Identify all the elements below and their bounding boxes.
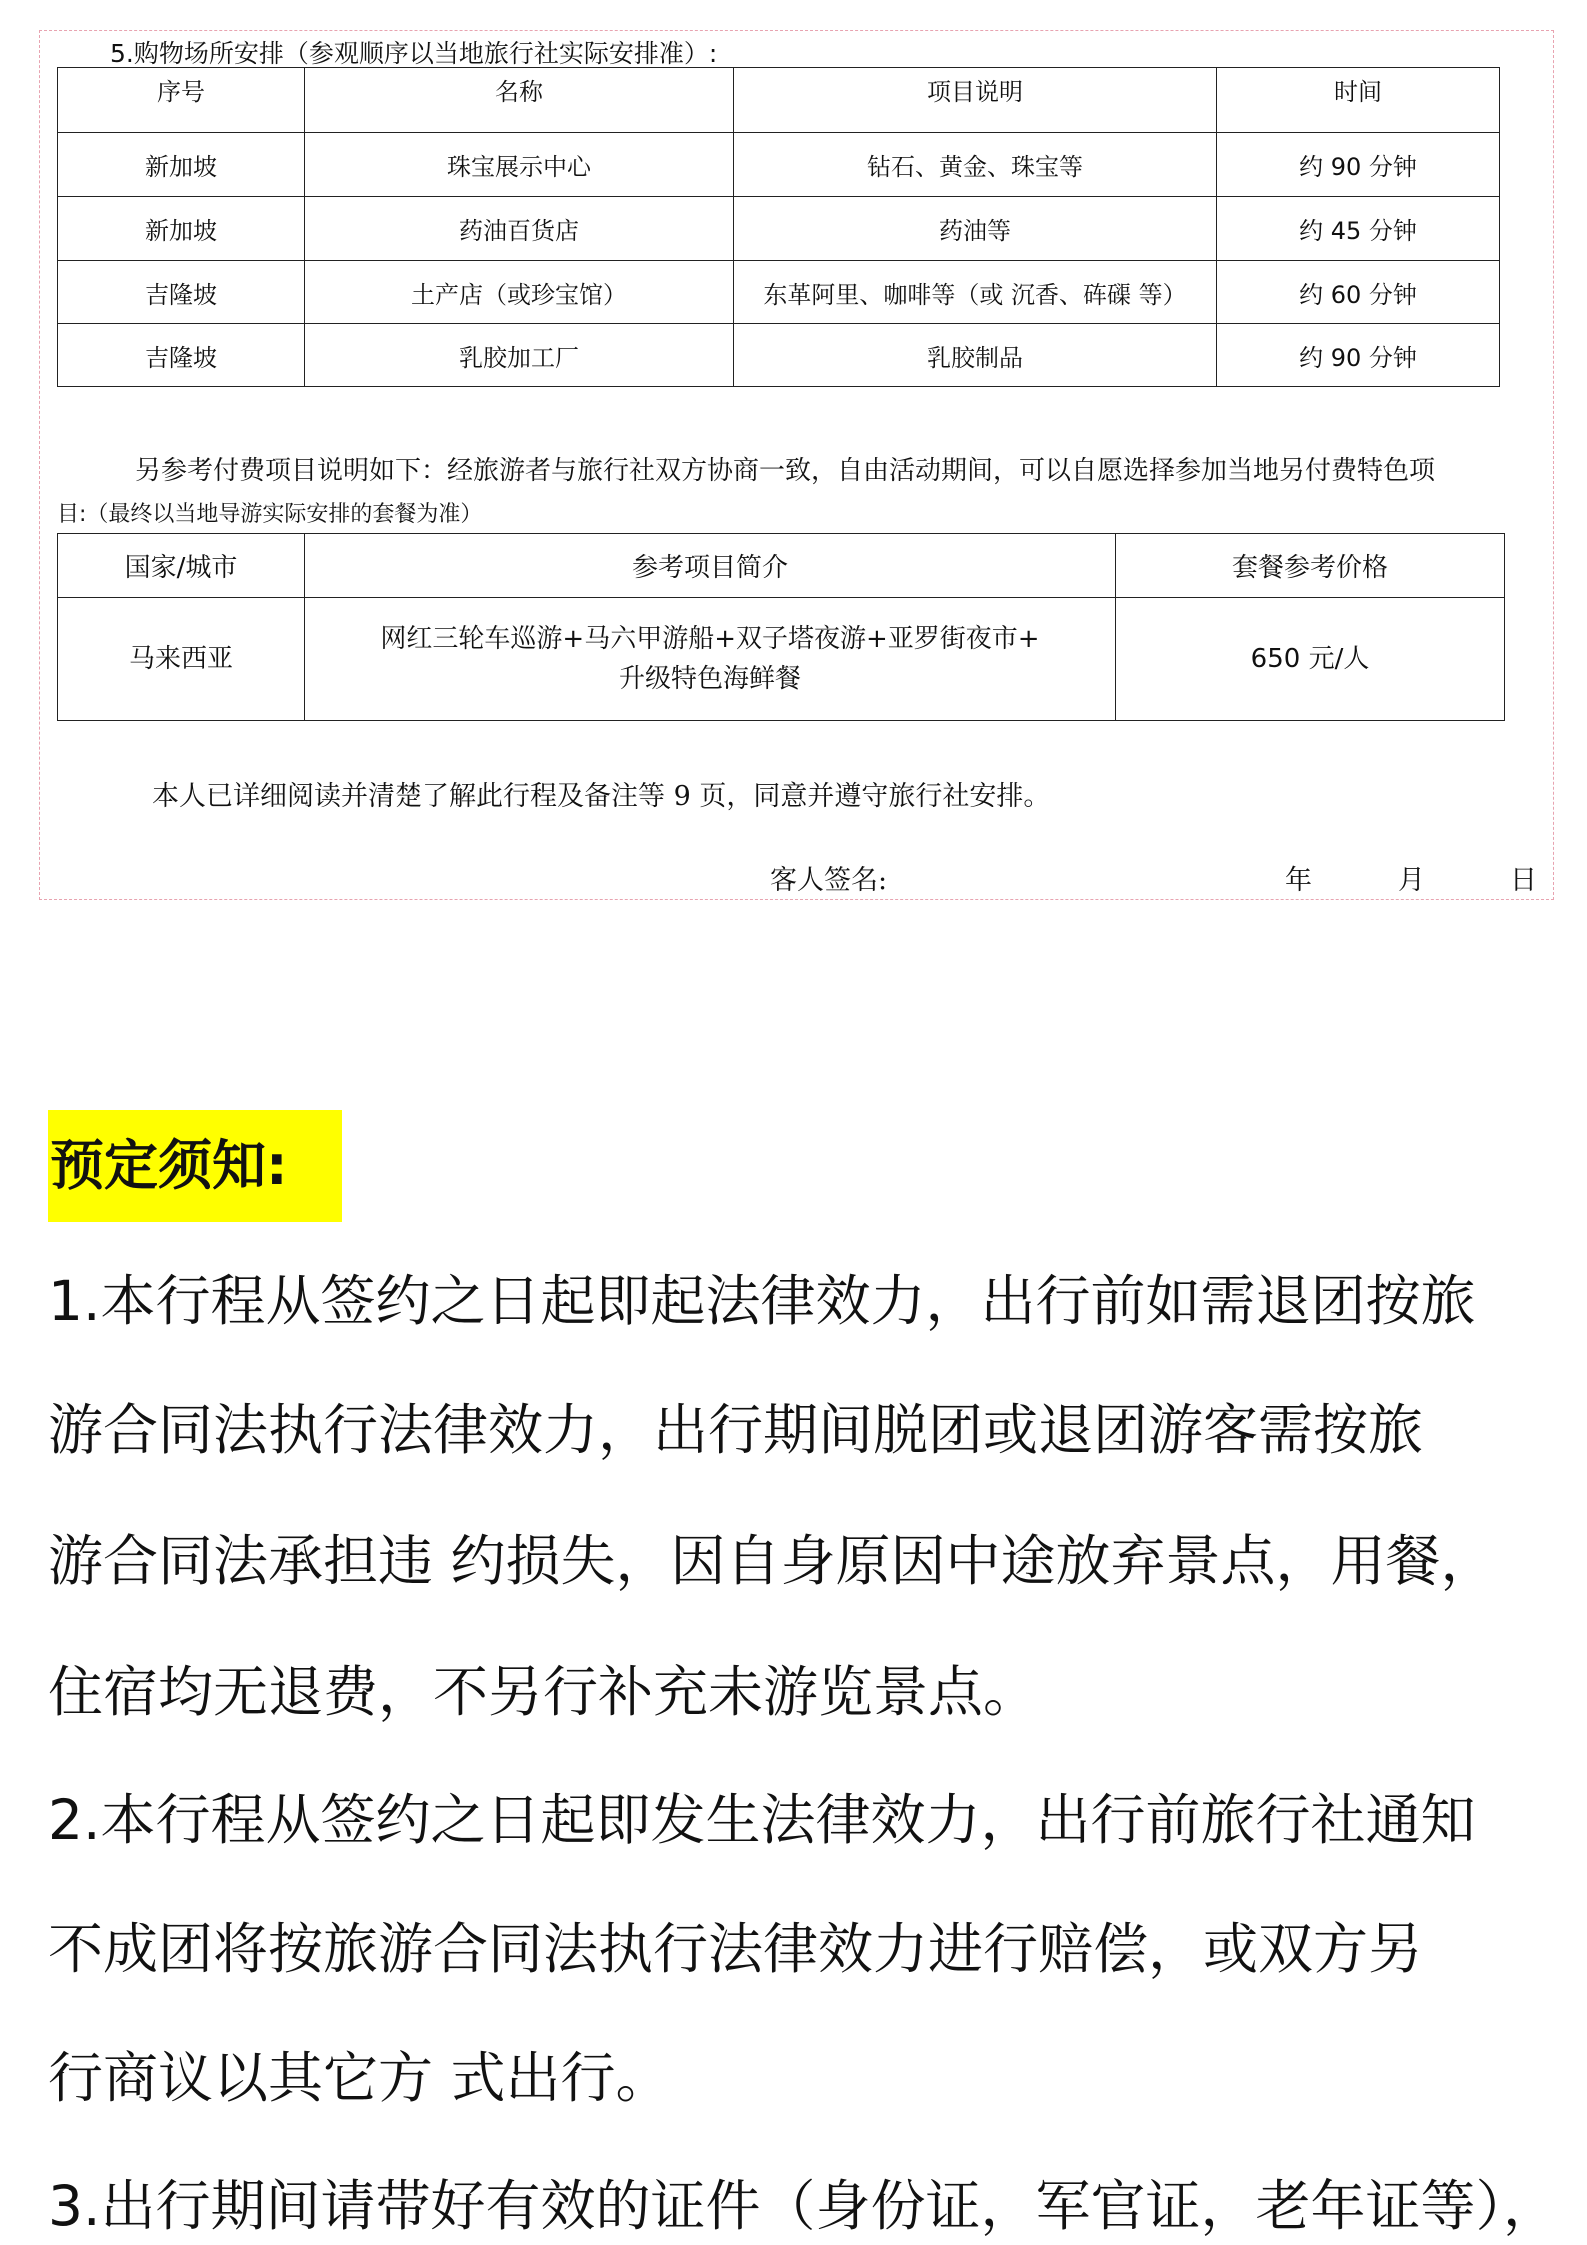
cell-location: 新加坡: [58, 133, 305, 197]
date-month-label: 月: [1398, 865, 1425, 896]
notice-line: 游合同法执行法律效力，出行期间脱团或退团游客需按旅: [48, 1398, 1424, 1462]
cell-name: 珠宝展示中心: [305, 133, 734, 197]
notice-line: 3.出行期间请带好有效的证件（身份证，军官证，老年证等），: [48, 2174, 1558, 2238]
cell-time: 约 60 分钟: [1217, 261, 1500, 324]
cell-desc: 药油等: [734, 197, 1217, 261]
cell-time: 约 90 分钟: [1217, 133, 1500, 197]
notice-line: 1.本行程从签约之日起即起法律效力，出行前如需退团按旅: [48, 1269, 1476, 1333]
cell-desc: 东革阿里、咖啡等（或 沉香、砗磲 等）: [734, 261, 1217, 324]
cell-time: 约 45 分钟: [1217, 197, 1500, 261]
shopping-heading: 5.购物场所安排（参观顺序以当地旅行社实际安排准）:: [110, 39, 718, 68]
table-row: [58, 598, 1505, 721]
desc-line: 升级特色海鲜餐: [618, 664, 801, 694]
cell-name: 土产店（或珍宝馆）: [305, 261, 734, 324]
booking-notice-heading: 预定须知:: [48, 1110, 342, 1222]
date-year-label: 年: [1285, 865, 1312, 896]
table-header-row: [58, 68, 1500, 133]
notice-line: 2.本行程从签约之日起即发生法律效力，出行前旅行社通知: [48, 1788, 1476, 1852]
date-day-label: 日: [1510, 865, 1537, 896]
cell-desc: [305, 598, 1116, 721]
cell-country: 马来西亚: [58, 598, 305, 721]
signature-label: 客人签名:: [770, 865, 888, 896]
header-cell: 国家/城市: [58, 534, 305, 598]
cell-time: 约 90 分钟: [1217, 324, 1500, 387]
header-cell: 序号: [58, 68, 305, 133]
cell-location: 新加坡: [58, 197, 305, 261]
header-cell: 时间: [1217, 68, 1500, 133]
header-cell: 名称: [305, 68, 734, 133]
notice-line: 游合同法承担违 约损失，因自身原因中途放弃景点，用餐，: [48, 1529, 1496, 1593]
header-cell: 参考项目简介: [305, 534, 1116, 598]
cell-name: 乳胶加工厂: [305, 324, 734, 387]
notice-line: 行商议以其它方 式出行。: [48, 2046, 671, 2110]
header-cell: 项目说明: [734, 68, 1217, 133]
shopping-table: [57, 67, 1500, 387]
extra-items-paragraph-cont: 目:（最终以当地导游实际安排的套餐为准）: [57, 502, 483, 527]
table-row: [58, 197, 1500, 261]
table-header-row: [58, 534, 1505, 598]
cell-price: 650 元/人: [1116, 598, 1505, 721]
confirmation-text: 本人已详细阅读并清楚了解此行程及备注等 9 页，同意并遵守旅行社安排。: [152, 781, 1051, 812]
notice-line: 住宿均无退费，不另行补充未游览景点。: [48, 1660, 1039, 1724]
notice-line: 不成团将按旅游合同法执行法律效力进行赔偿，或双方另: [48, 1917, 1424, 1981]
cell-name: 药油百货店: [305, 197, 734, 261]
cell-desc: 钻石、黄金、珠宝等: [734, 133, 1217, 197]
table-row: [58, 324, 1500, 387]
extra-items-table: [57, 533, 1505, 721]
table-row: [58, 133, 1500, 197]
table-row: [58, 261, 1500, 324]
desc-line: 网红三轮车巡游+马六甲游船+双子塔夜游+亚罗街夜市+: [380, 624, 1040, 654]
cell-desc: 乳胶制品: [734, 324, 1217, 387]
cell-location: 吉隆坡: [58, 324, 305, 387]
extra-items-paragraph: 另参考付费项目说明如下：经旅游者与旅行社双方协商一致，自由活动期间，可以自愿选择参加当地另付费特色项: [135, 456, 1436, 486]
header-cell: 套餐参考价格: [1116, 534, 1505, 598]
cell-location: 吉隆坡: [58, 261, 305, 324]
